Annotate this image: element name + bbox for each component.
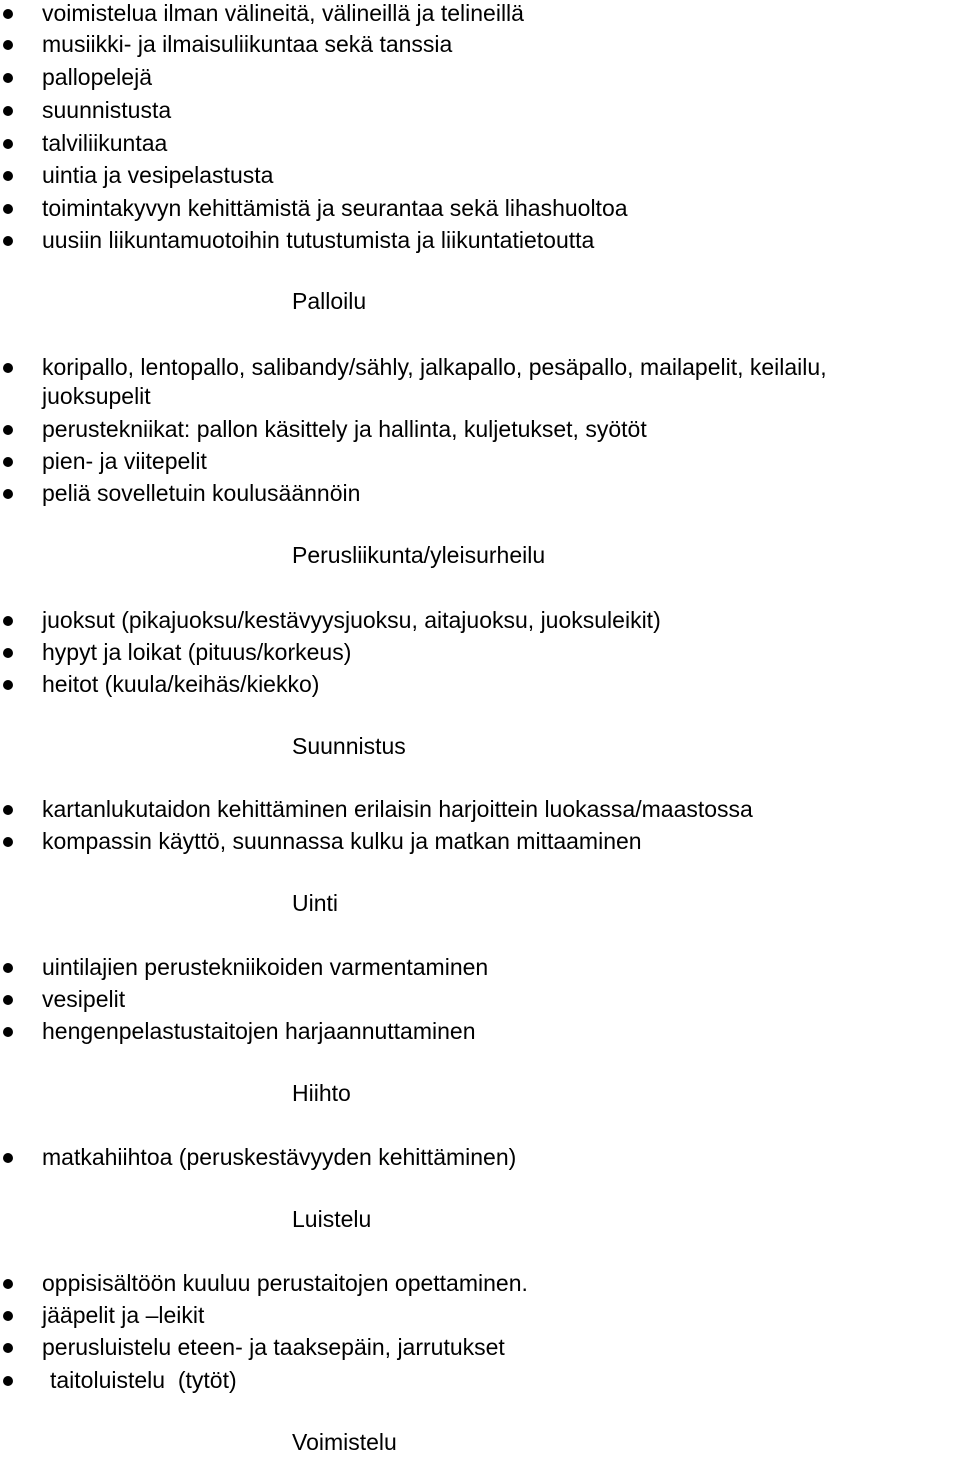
document-page: voimistelua ilman välineitä, välineillä ja telineillä musiikki- ja ilmaisuliikuntaa sekä tanssia pallopelejä suunnistusta talviliikuntaa uintia ja vesipelastusta toimintakyvyn kehittämistä ja seurantaa sekä lihashuoltoa uusiin liikuntamuotoihin tutustumista ja liikuntatietoutta Palloilu koripallo, lentopallo, salibandy/sähly, jalkapallo, pesäpallo, mailapelit, keilailu, juoksupelit perustekniikat: pallon käsittely ja hallinta, kuljetukset, syötöt pien- ja viitepelit peliä sovelletuin koulusäännöin Perusliikunta/yleisurheilu juoksut (pikajuoksu/kestävyysjuoksu, aitajuoksu, juoksuleikit) hypyt ja loikat (pituus/korkeus) heitot (kuula/keihäs/kiekko) Suunnistus kartanlukutaidon kehittäminen erilaisin harjoittein luokassa/maastossa kompassin käyttö, suunnassa kulku ja matkan mittaaminen Uinti uintilajien perustekniikoiden varmentaminen vesipelit hengenpelastustaitojen harjaannuttaminen Hiihto matkahiihtoa (peruskestävyyden kehittäminen) Luistelu oppisisältöön kuuluu perustaitojen opettaminen. jääpelit ja –leikit perusluistelu eteen- ja taaksepäin, jarrutukset taitoluistelu (tytöt) Voimistelu [0, 0, 960, 1453]
bullet-icon [3, 425, 13, 435]
bullet-icon [3, 1376, 13, 1386]
bullet-icon [3, 680, 13, 690]
bullet-icon [3, 40, 13, 50]
bullet-icon [3, 837, 13, 847]
bullet-icon [3, 73, 13, 83]
section-heading-palloilu: Palloilu [292, 288, 367, 314]
bullet-icon [3, 106, 13, 116]
bullet-icon [3, 963, 13, 973]
bullet-icon [3, 616, 13, 626]
section-heading-perusliikunta: Perusliikunta/yleisurheilu [292, 542, 546, 568]
bullet-icon [3, 1343, 13, 1353]
bullet-icon [3, 1311, 13, 1321]
bullet-icon [3, 9, 13, 19]
section-heading-hiihto: Hiihto [292, 1080, 351, 1106]
bullet-icon [3, 648, 13, 658]
section-heading-suunnistus: Suunnistus [292, 733, 406, 759]
bullet-icon [3, 363, 13, 373]
section-heading-luistelu: Luistelu [292, 1206, 372, 1232]
bullet-icon [3, 1027, 13, 1037]
bullet-icon [3, 457, 13, 467]
bullet-icon [3, 171, 13, 181]
bullet-icon [3, 139, 13, 149]
bullet-icon [3, 1279, 13, 1289]
bullet-icon [3, 805, 13, 815]
bullet-icon [3, 995, 13, 1005]
bullet-icon [3, 1153, 13, 1163]
section-heading-uinti: Uinti [292, 890, 339, 916]
bullet-icon [3, 489, 13, 499]
bullet-icon [3, 204, 13, 214]
bullet-icon [3, 236, 13, 246]
section-heading-voimistelu: Voimistelu [292, 1429, 397, 1455]
